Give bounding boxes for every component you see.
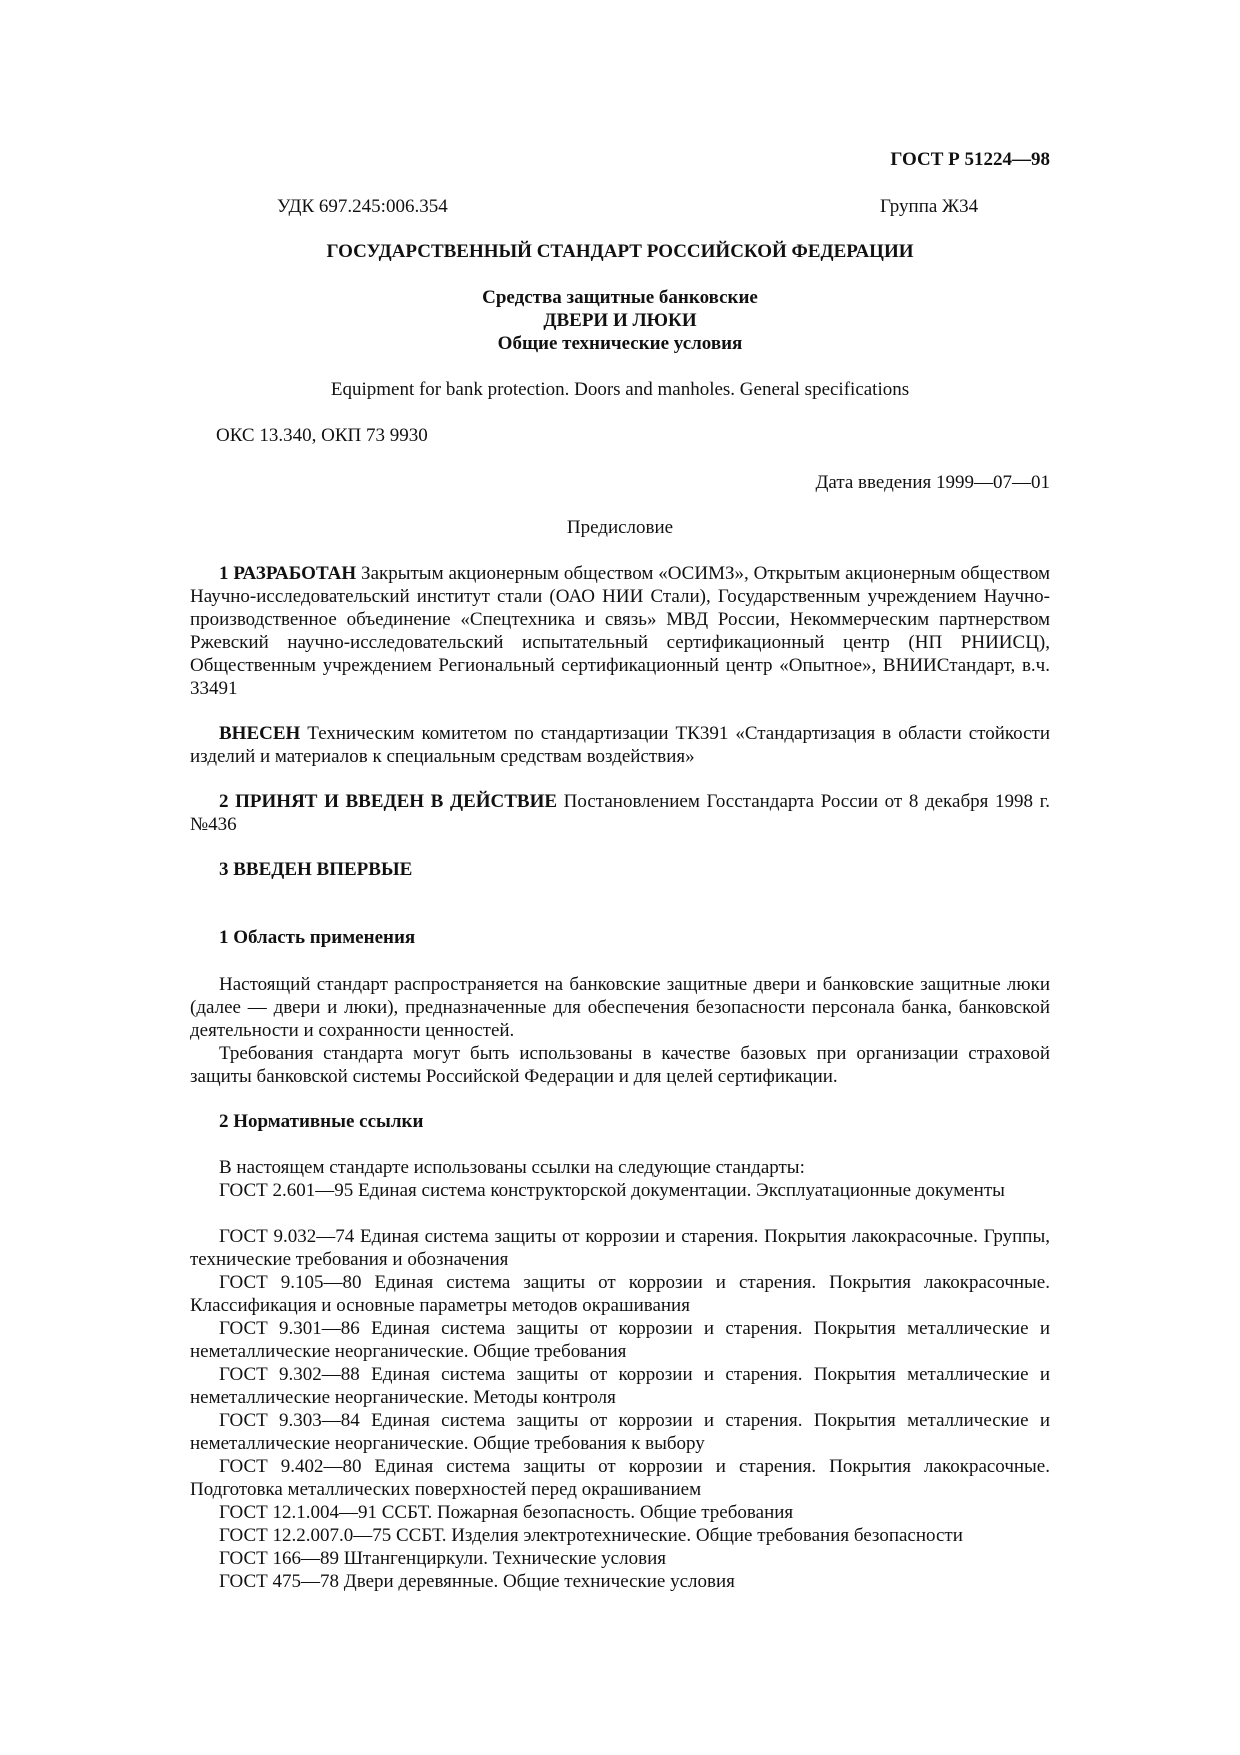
doc-code: ГОСТ Р 51224—98 <box>890 149 1050 170</box>
foreword-label-adopted: 2 ПРИНЯТ И ВВЕДЕН В ДЕЙСТВИЕ <box>219 791 558 812</box>
title-english: Equipment for bank protection. Doors and manholes. General specifications <box>330 379 910 400</box>
reference-item: ГОСТ 2.601—95 Единая система конструкторской документации. Эксплуатационные документы <box>219 1180 1005 1201</box>
section-2-heading: 2 Нормативные ссылки <box>219 1111 424 1132</box>
foreword-label-first-introduced: 3 ВВЕДЕН ВПЕРВЫЕ <box>219 859 413 880</box>
section-2-intro: В настоящем стандарте использованы ссылки на следующие стандарты: <box>219 1157 805 1178</box>
foreword-text-developed: Закрытым акционерным обществом «ОСИМЗ», Открытым акционерным обществом Научно-исследовательский институт стали (ОАО НИИ Стали), Государственным учреждением Научно-производственное объединение «Спецтехника и связь» МВД России, Некоммерческим партнерством Ржевский научно-исследовательский испытательный сертификационный центр (НП РНИИСЦ), Общественным учреждением Региональный сертификационный центр «Опытное», ВНИИСтандарт, в.ч. 33491 <box>190 563 1050 699</box>
reference-item: ГОСТ 9.303—84 Единая система защиты от коррозии и старения. Покрытия металлические и неметаллические неорганические. Общие требования к выбору <box>190 1410 1050 1454</box>
foreword-paragraph-first-introduced <box>190 858 1050 881</box>
foreword-paragraph-developed <box>190 562 1050 700</box>
reference-item: ГОСТ 9.105—80 Единая система защиты от коррозии и старения. Покрытия лакокрасочные. Классификация и основные параметры методов окрашивания <box>190 1272 1050 1316</box>
document-page <box>190 0 1050 1755</box>
title-line-3: Общие технические условия <box>497 333 743 354</box>
section-1-paragraph-1: Настоящий стандарт распространяется на банковские защитные двери и банковские защитные люки (далее — двери и люки), предназначенные для обеспечения безопасности персонала банка, банковской деятельности и сохранности ценностей. <box>190 974 1050 1041</box>
reference-item: ГОСТ 9.402—80 Единая система защиты от коррозии и старения. Покрытия лакокрасочные. Подготовка металлических поверхностей перед окрашиванием <box>190 1456 1050 1500</box>
title-line-2: ДВЕРИ И ЛЮКИ <box>543 310 697 331</box>
udk-code: УДК 697.245:006.354 <box>277 196 448 217</box>
group-code: Группа Ж34 <box>880 196 979 217</box>
reference-item: ГОСТ 9.301—86 Единая система защиты от коррозии и старения. Покрытия металлические и неметаллические неорганические. Общие требования <box>190 1318 1050 1362</box>
reference-item: ГОСТ 9.302—88 Единая система защиты от коррозии и старения. Покрытия металлические и неметаллические неорганические. Методы контроля <box>190 1364 1050 1408</box>
foreword-paragraph-adopted <box>190 790 1050 836</box>
foreword-paragraph-submitted <box>190 722 1050 768</box>
introduction-date: Дата введения 1999—07—01 <box>815 472 1050 493</box>
foreword-label-developed: 1 РАЗРАБОТАН <box>219 563 357 584</box>
section-1-paragraph-2: Требования стандарта могут быть использованы в качестве базовых при организации страховой защиты банковской системы Российской Федерации и для целей сертификации. <box>190 1043 1050 1087</box>
section-1-heading: 1 Область применения <box>219 927 416 948</box>
foreword-text-adopted: Постановлением Госстандарта России от 8 декабря 1998 г. №436 <box>190 791 1051 835</box>
reference-item: ГОСТ 12.1.004—91 ССБТ. Пожарная безопасность. Общие требования <box>219 1502 794 1523</box>
reference-item: ГОСТ 475—78 Двери деревянные. Общие технические условия <box>219 1571 735 1592</box>
foreword-label-submitted: ВНЕСЕН <box>219 723 301 744</box>
title-line-1: Средства защитные банковские <box>482 287 758 308</box>
reference-item: ГОСТ 12.2.007.0—75 ССБТ. Изделия электротехнические. Общие требования безопасности <box>219 1525 963 1546</box>
reference-item: ГОСТ 166—89 Штангенциркули. Технические условия <box>219 1548 666 1569</box>
state-standard-heading: ГОСУДАРСТВЕННЫЙ СТАНДАРТ РОССИЙСКОЙ ФЕДЕРАЦИИ <box>326 241 914 262</box>
oks-okp-codes: ОКС 13.340, ОКП 73 9930 <box>216 425 428 446</box>
reference-item: ГОСТ 9.032—74 Единая система защиты от коррозии и старения. Покрытия лакокрасочные. Группы, технические требования и обозначения <box>190 1226 1050 1270</box>
foreword-text-submitted: Техническим комитетом по стандартизации ТК391 «Стандартизация в области стойкости изделий и материалов к специальным средствам воздействия» <box>190 723 1050 767</box>
foreword-heading: Предисловие <box>566 517 674 538</box>
